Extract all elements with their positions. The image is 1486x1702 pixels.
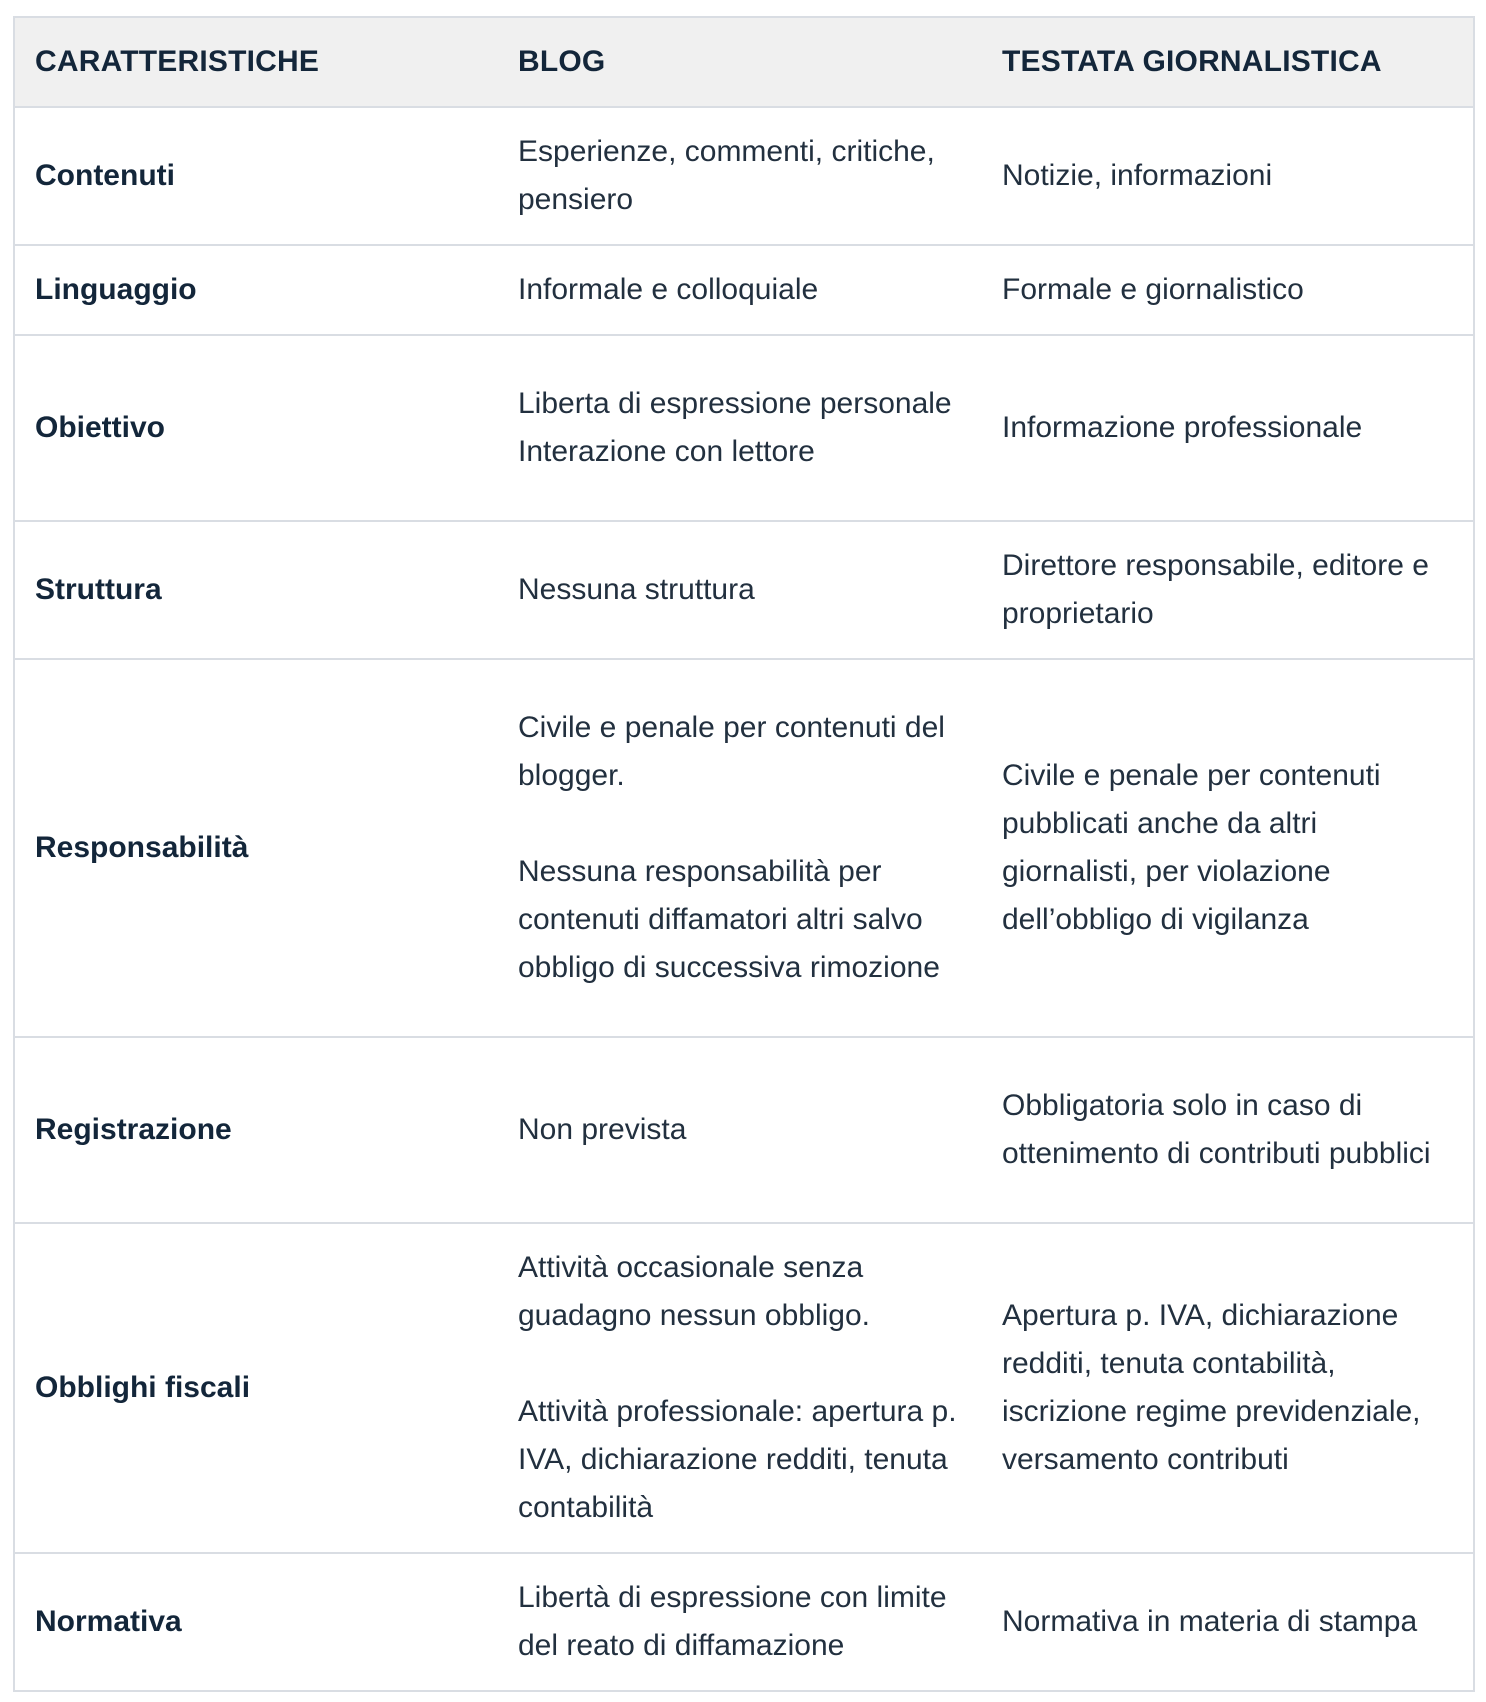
cell-text: Formale e giornalistico	[1002, 273, 1304, 306]
blog-cell	[498, 107, 982, 245]
header-caratteristiche: CARATTERISTICHE	[14, 17, 498, 107]
testata-cell	[982, 107, 1474, 245]
header-blog: BLOG	[498, 17, 982, 107]
table-row	[14, 335, 1474, 521]
row-label: Struttura	[14, 521, 498, 659]
blog-cell	[498, 335, 982, 521]
cell-text: Civile e penale per contenuti del blogger.	[518, 711, 945, 792]
cell-text: Non prevista	[518, 1113, 687, 1146]
table-row	[14, 1037, 1474, 1223]
header-row	[14, 17, 1474, 107]
cell-text: Informale e colloquiale	[518, 273, 819, 306]
table-header	[14, 17, 1474, 107]
row-label: Obblighi fiscali	[14, 1223, 498, 1553]
row-label: Obiettivo	[14, 335, 498, 521]
row-label: Responsabilità	[14, 659, 498, 1037]
row-label: Linguaggio	[14, 245, 498, 335]
cell-text: Civile e penale per contenuti pubblicati anche da altri giornalisti, per violazione dell’obbligo di vigilanza	[1002, 759, 1381, 936]
blog-cell	[498, 1553, 982, 1691]
cell-text: Nessuna responsabilità per contenuti diffamatori altri salvo obbligo di successiva rimozione	[518, 855, 940, 984]
testata-cell	[982, 521, 1474, 659]
testata-cell	[982, 659, 1474, 1037]
table-row	[14, 107, 1474, 245]
header-testata: TESTATA GIORNALISTICA	[982, 17, 1474, 107]
table-row	[14, 245, 1474, 335]
cell-text: Nessuna struttura	[518, 573, 755, 606]
cell-text: Esperienze, commenti, critiche, pensiero	[518, 135, 935, 216]
comparison-table	[13, 16, 1475, 1692]
blog-cell	[498, 659, 982, 1037]
cell-text: Libertà di espressione con limite del reato di diffamazione	[518, 1581, 947, 1662]
cell-text: Notizie, informazioni	[1002, 159, 1273, 192]
testata-cell	[982, 245, 1474, 335]
row-label: Normativa	[14, 1553, 498, 1691]
testata-cell	[982, 1553, 1474, 1691]
cell-text: Normativa in materia di stampa	[1002, 1605, 1418, 1638]
blog-cell	[498, 521, 982, 659]
cell-text: Obbligatoria solo in caso di ottenimento di contributi pubblici	[1002, 1089, 1431, 1170]
table-row	[14, 659, 1474, 1037]
cell-text: Attività professionale: apertura p. IVA, dichiarazione redditi, tenuta contabilità	[518, 1395, 957, 1524]
row-label: Registrazione	[14, 1037, 498, 1223]
table-row	[14, 521, 1474, 659]
row-label: Contenuti	[14, 107, 498, 245]
cell-text: Attività occasionale senza guadagno nessun obbligo.	[518, 1251, 870, 1332]
cell-text: Apertura p. IVA, dichiarazione redditi, tenuta contabilità, iscrizione regime previdenziale, versamento contributi	[1002, 1299, 1421, 1476]
blog-cell	[498, 245, 982, 335]
cell-text: Liberta di espressione personale Interazione con lettore	[518, 387, 952, 468]
cell-text: Informazione professionale	[1002, 411, 1363, 444]
testata-cell	[982, 1223, 1474, 1553]
blog-cell	[498, 1223, 982, 1553]
table-row	[14, 1553, 1474, 1691]
table-row	[14, 1223, 1474, 1553]
blog-cell	[498, 1037, 982, 1223]
comparison-table-container	[13, 16, 1473, 1692]
cell-text: Direttore responsabile, editore e proprietario	[1002, 549, 1429, 630]
table-body	[14, 107, 1474, 1691]
testata-cell	[982, 335, 1474, 521]
testata-cell	[982, 1037, 1474, 1223]
